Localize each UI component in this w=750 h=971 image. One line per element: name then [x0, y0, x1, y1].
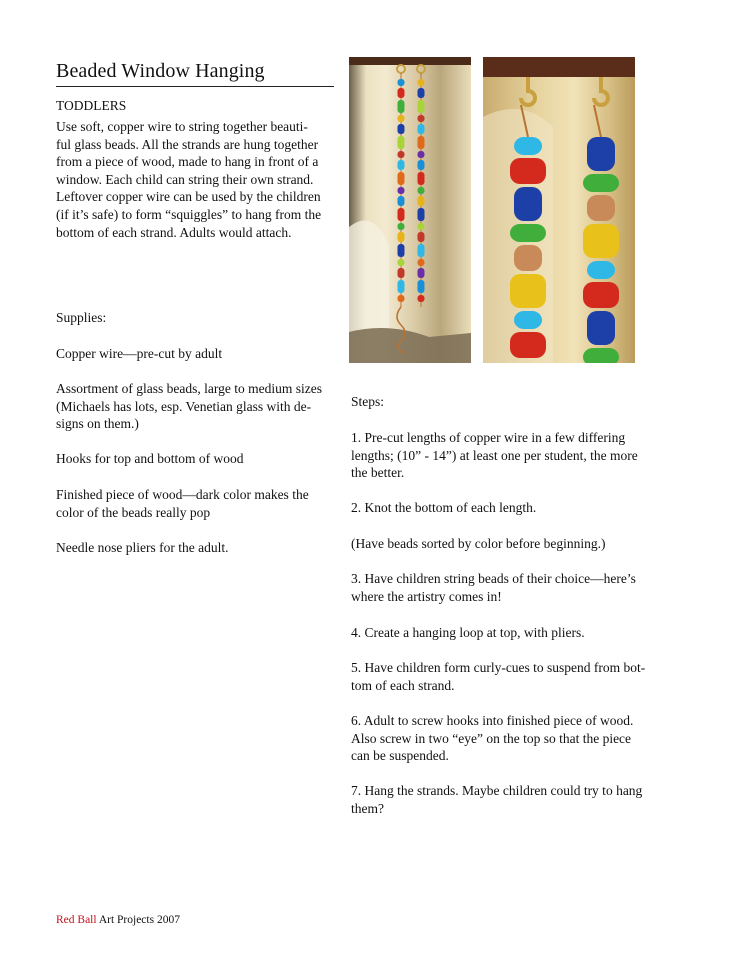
step-item-4 — [351, 624, 661, 642]
glass-bead — [583, 224, 619, 258]
step-line: 5. Have children form curly-cues to suspend from bot- — [351, 660, 646, 675]
glass-bead — [398, 151, 405, 158]
intro-line: from a piece of wood, made to hang in front of a — [56, 154, 319, 170]
supply-item-pliers — [56, 539, 346, 557]
glass-bead — [398, 88, 405, 98]
step-line: 7. Hang the strands. Maybe children could try to hang — [351, 783, 643, 798]
step-line: the better. — [351, 465, 405, 481]
glass-bead — [398, 259, 405, 266]
intro-line: Leftover copper wire can be used by the children — [56, 189, 321, 205]
step-item-note — [351, 535, 661, 553]
glass-bead — [418, 100, 425, 113]
supply-item-wood — [56, 486, 346, 521]
supply-line: Copper wire—pre-cut by adult — [56, 346, 223, 361]
glass-bead — [418, 187, 425, 194]
glass-bead — [418, 79, 425, 86]
glass-bead — [398, 280, 405, 293]
step-line: (Have beads sorted by color before beginning.) — [351, 536, 606, 551]
glass-bead — [587, 195, 615, 221]
beaded-strands-full-photo — [349, 57, 471, 363]
step-line: 3. Have children string beads of their choice—here’s — [351, 571, 636, 586]
glass-bead — [583, 282, 619, 308]
step-line: them? — [351, 800, 384, 816]
step-line: 4. Create a hanging loop at top, with pliers. — [351, 625, 585, 640]
glass-bead — [418, 295, 425, 302]
glass-bead — [510, 158, 546, 184]
title-underline — [56, 86, 334, 87]
glass-bead — [418, 232, 425, 242]
glass-bead — [418, 172, 425, 185]
step-item-1 — [351, 429, 661, 482]
glass-bead — [514, 311, 542, 329]
step-item-5 — [351, 659, 661, 694]
sofa-shape — [349, 328, 471, 363]
glass-bead — [398, 208, 405, 221]
brass-hook-icon — [594, 77, 608, 105]
step-item-7 — [351, 782, 661, 817]
glass-bead — [418, 124, 425, 134]
glass-bead — [398, 244, 405, 257]
glass-bead — [398, 100, 405, 113]
intro-paragraph — [56, 118, 338, 241]
glass-bead — [514, 187, 542, 221]
glass-bead — [418, 160, 425, 170]
glass-bead — [398, 160, 405, 170]
glass-bead — [418, 115, 425, 122]
glass-bead — [514, 245, 542, 271]
step-line: where the artistry comes in! — [351, 588, 502, 604]
glass-bead — [587, 137, 615, 171]
glass-bead — [398, 268, 405, 278]
glass-bead — [398, 187, 405, 194]
intro-line: ful glass beads. All the strands are hung together — [56, 136, 319, 152]
glass-bead — [398, 223, 405, 230]
beaded-strands-closeup-illustration — [483, 57, 635, 363]
step-item-3 — [351, 570, 661, 605]
glass-bead — [583, 348, 619, 363]
glass-bead — [587, 311, 615, 345]
intro-line: (if it’s safe) to form “squiggles” to hang from the — [56, 206, 322, 222]
glass-bead — [418, 151, 425, 158]
footer-credit — [56, 914, 180, 926]
supply-line: signs on them.) — [56, 416, 139, 432]
supply-item-glass-beads — [56, 380, 346, 433]
brass-hook-icon — [417, 65, 425, 73]
page-title: Beaded Window Hanging — [56, 60, 265, 82]
intro-line: Use soft, copper wire to string together beauti- — [56, 119, 308, 134]
step-line: lengths; (10” - 14”) at least one per student, the more — [351, 447, 638, 463]
supply-line: (Michaels has lots, esp. Venetian glass with de- — [56, 398, 312, 414]
glass-bead — [418, 259, 425, 266]
supply-line: Assortment of glass beads, large to medium sizes — [56, 381, 322, 396]
glass-bead — [398, 196, 405, 206]
supply-line: color of the beads really pop — [56, 504, 211, 520]
glass-bead — [510, 224, 546, 242]
brass-hook-icon — [521, 77, 535, 105]
glass-bead — [398, 115, 405, 122]
wood-bar — [349, 57, 471, 65]
glass-bead — [583, 174, 619, 192]
supplies-heading: Supplies: — [56, 310, 107, 325]
supply-line: Needle nose pliers for the adult. — [56, 540, 229, 555]
steps-heading: Steps: — [351, 394, 385, 409]
glass-bead — [418, 196, 425, 206]
wood-bar — [483, 57, 635, 77]
intro-line: bottom of each strand. Adults would attach. — [56, 224, 292, 240]
glass-bead — [398, 172, 405, 185]
step-line: tom of each strand. — [351, 677, 455, 693]
glass-bead — [418, 208, 425, 221]
footer-text: Art Projects 2007 — [96, 914, 180, 926]
step-line: can be suspended. — [351, 748, 449, 764]
supply-line: Finished piece of wood—dark color makes the — [56, 487, 309, 502]
glass-bead — [398, 79, 405, 86]
glass-bead — [398, 295, 405, 302]
glass-bead — [418, 223, 425, 230]
glass-bead — [398, 136, 405, 149]
step-item-2 — [351, 499, 661, 517]
glass-bead — [418, 268, 425, 278]
glass-bead — [418, 244, 425, 257]
glass-bead — [418, 136, 425, 149]
supply-item-copper-wire — [56, 345, 346, 363]
glass-bead — [398, 232, 405, 242]
intro-line: window. Each child can string their own strand. — [56, 171, 314, 187]
supply-item-hooks — [56, 450, 346, 468]
glass-bead — [514, 137, 542, 155]
brass-hook-icon — [397, 65, 405, 73]
step-line: 6. Adult to screw hooks into finished piece of wood. — [351, 713, 634, 728]
age-group-label: TODDLERS — [56, 98, 127, 113]
step-line: 2. Knot the bottom of each length. — [351, 500, 537, 515]
glass-bead — [510, 274, 546, 308]
footer-brand: Red Ball — [56, 914, 97, 926]
glass-bead — [418, 88, 425, 98]
glass-bead — [510, 332, 546, 358]
beaded-strands-full-illustration — [349, 57, 471, 363]
glass-bead — [398, 124, 405, 134]
copper-wire — [594, 105, 601, 137]
supply-line: Hooks for top and bottom of wood — [56, 451, 244, 466]
beaded-strands-closeup-photo — [483, 57, 635, 363]
step-line: Also screw in two “eye” on the top so that the piece — [351, 730, 632, 746]
step-item-6 — [351, 712, 661, 765]
glass-bead — [418, 280, 425, 293]
glass-bead — [587, 261, 615, 279]
step-line: 1. Pre-cut lengths of copper wire in a few differing — [351, 430, 626, 445]
